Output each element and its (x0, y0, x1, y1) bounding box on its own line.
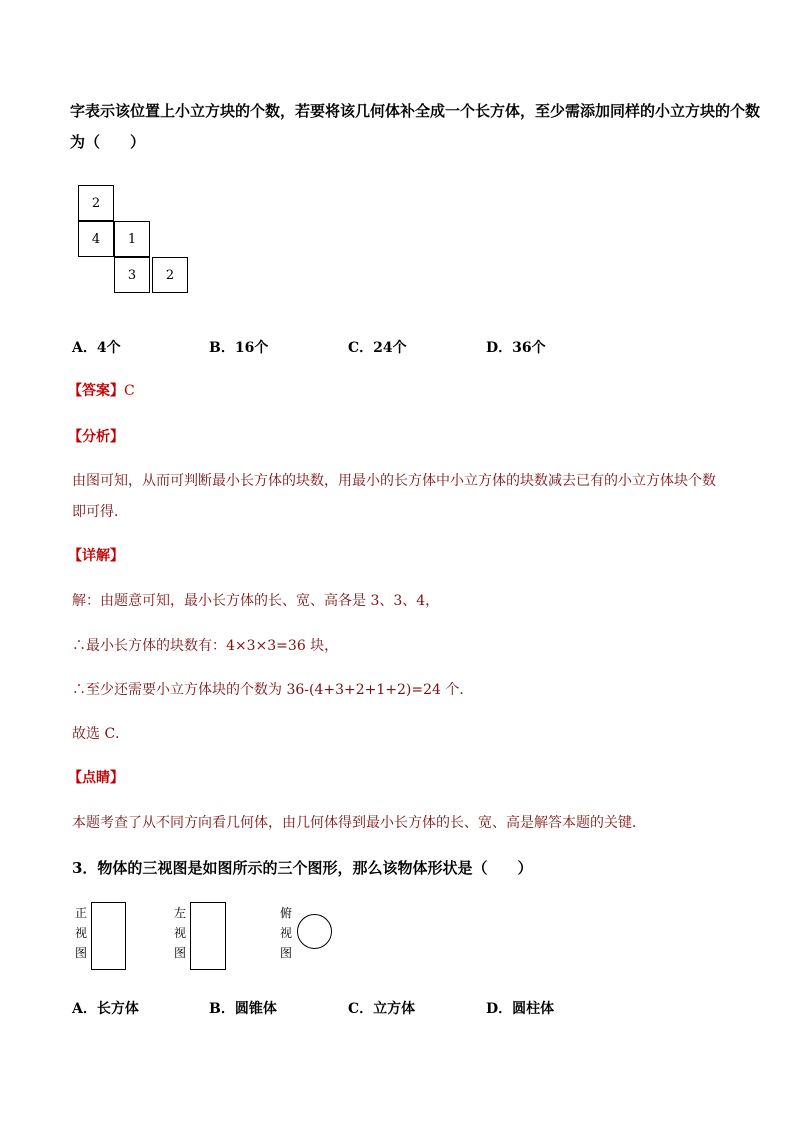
grid-cell: 3 (114, 257, 150, 293)
top-view-label-char: 图 (279, 946, 292, 960)
comment-text: 本题考查了从不同方向看几何体，由几何体得到最小长方体的长、宽、高是解答本题的关键． (72, 815, 646, 831)
top-view-label-char: 视 (279, 926, 292, 940)
q3-option-b: B．圆锥体 (209, 1001, 277, 1017)
analysis-line2: 即可得． (72, 504, 128, 520)
q3-option-c: C．立方体 (348, 1001, 416, 1017)
detail-line: 故选 C． (72, 726, 130, 742)
q2-stem-line2: 为（ ） (70, 133, 146, 151)
left-view-rectangle (190, 902, 226, 970)
detail-line: ∴最小长方体的块数有：4×3×3=36 块， (72, 638, 339, 654)
detail-line: 解：由题意可知，最小长方体的长、宽、高各是 3、3、4， (72, 593, 440, 609)
top-view-circle (297, 914, 332, 949)
q2-option-c: C．24个 (348, 340, 407, 356)
detail-tag: 【详解】 (68, 548, 124, 564)
answer-value: C (124, 383, 135, 399)
analysis-tag: 【分析】 (68, 429, 124, 445)
front-view-rectangle (91, 902, 126, 970)
front-view-label-char: 正 (74, 906, 87, 920)
q2-option-a: A．4个 (72, 340, 121, 356)
q2-option-b: B．16个 (209, 340, 269, 356)
q3-option-d: D．圆柱体 (486, 1001, 555, 1017)
q3-stem: 3．物体的三视图是如图所示的三个图形，那么该物体形状是（ ） (72, 859, 533, 877)
grid-cell: 4 (78, 221, 114, 257)
detail-line: ∴至少还需要小立方体块的个数为 36-(4+3+2+1+2)=24 个． (72, 682, 474, 698)
answer-row (68, 380, 135, 400)
front-view-label-char: 图 (74, 946, 87, 960)
answer-tag: 【答案】 (68, 383, 124, 399)
comment-tag: 【点睛】 (68, 770, 124, 786)
analysis-line1: 由图可知，从而可判断最小长方体的块数，用最小的长方体中小立方体的块数减去已有的小立方体块个数 (72, 473, 716, 489)
top-view-label-char: 俯 (279, 906, 292, 920)
left-view-label-char: 左 (173, 906, 186, 920)
grid-cell: 1 (114, 221, 150, 257)
grid-cell: 2 (152, 257, 188, 293)
grid-cell: 2 (78, 185, 114, 221)
front-view-label-char: 视 (74, 926, 87, 940)
q3-option-a: A．长方体 (72, 1001, 139, 1017)
left-view-label-char: 视 (173, 926, 186, 940)
q2-stem-line1: 字表示该位置上小立方块的个数，若要将该几何体补全成一个长方体，至少需添加同样的小立方块的个数 (70, 102, 761, 120)
q2-option-d: D．36个 (486, 340, 546, 356)
left-view-label-char: 图 (173, 946, 186, 960)
